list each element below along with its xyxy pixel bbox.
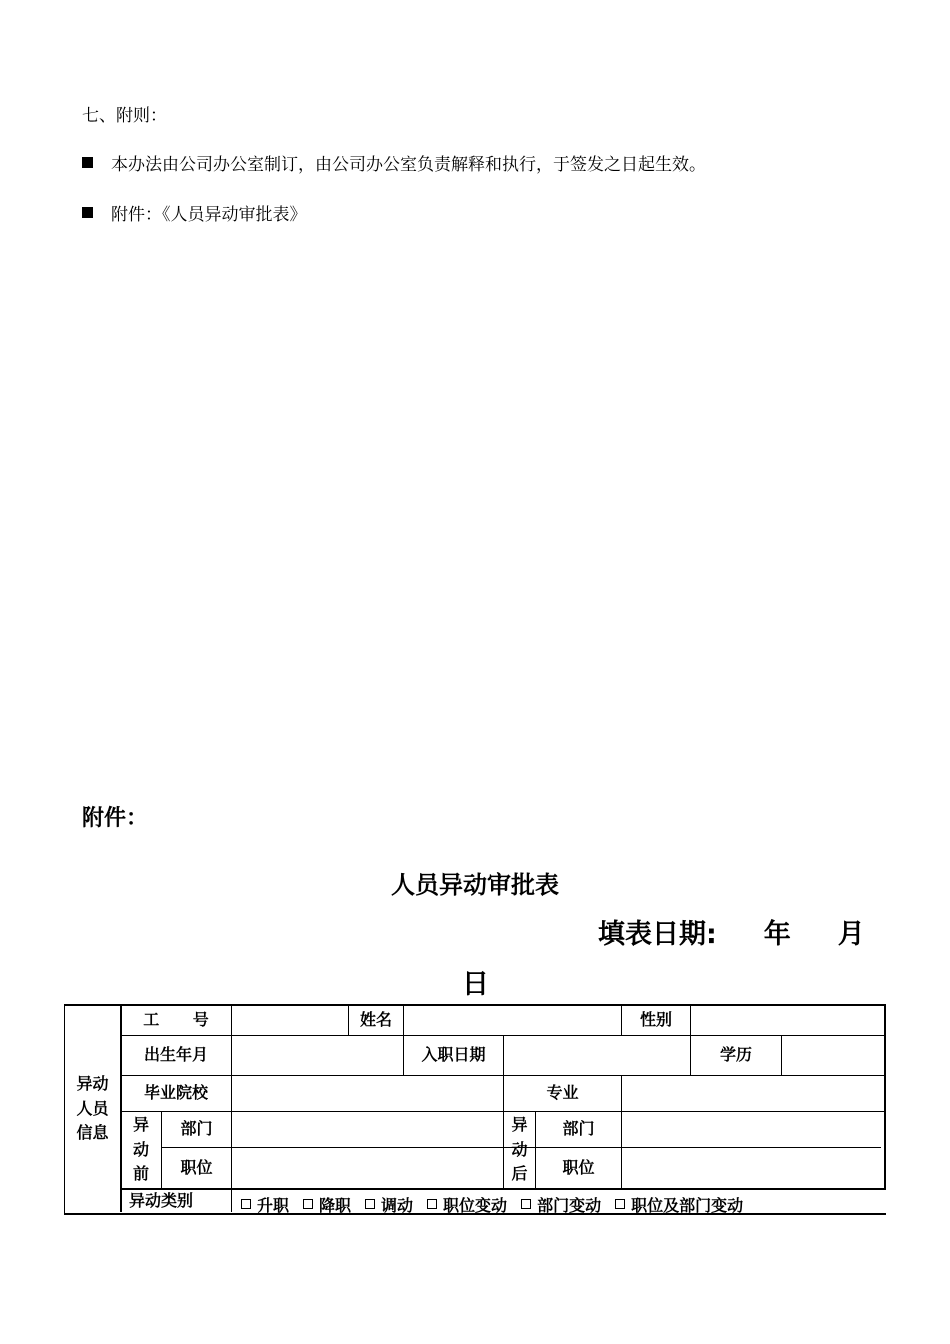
bullet-text: 附件：《人员异动审批表》 — [111, 205, 307, 225]
education-field[interactable] — [782, 1036, 884, 1075]
entry-date-label: 入职日期 — [421, 1045, 486, 1065]
after-label-cell — [504, 1112, 535, 1188]
before-dept-label: 部门 — [180, 1119, 213, 1139]
major-field[interactable] — [622, 1076, 884, 1111]
option-transfer[interactable]: 调动 — [365, 1193, 413, 1216]
birth-field[interactable] — [232, 1036, 403, 1075]
job-number-label: 工 号 — [143, 1010, 209, 1030]
school-label: 毕业院校 — [143, 1083, 208, 1103]
checkbox-icon[interactable] — [427, 1199, 437, 1209]
checkbox-icon[interactable] — [521, 1199, 531, 1209]
name-field[interactable] — [404, 1006, 621, 1035]
checkbox-icon[interactable] — [241, 1199, 251, 1209]
group-label-cell — [65, 1006, 120, 1212]
square-bullet-icon — [82, 207, 93, 218]
before-position-label: 职位 — [180, 1157, 213, 1177]
fill-date-label: 填表日期: 年 月 — [598, 919, 865, 950]
gender-field[interactable] — [691, 1006, 884, 1035]
birth-label: 出生年月 — [143, 1045, 208, 1065]
section-heading: 七、附则： — [82, 106, 167, 126]
change-type-label: 异动类别 — [129, 1190, 194, 1210]
option-position-change[interactable]: 职位变动 — [427, 1193, 507, 1216]
option-demotion[interactable]: 降职 — [303, 1193, 351, 1216]
approval-form-table — [64, 1004, 886, 1215]
after-dept-label: 部门 — [562, 1119, 595, 1139]
bullet-item — [82, 150, 706, 175]
bullet-text: 本办法由公司办公室制订，由公司办公室负责解释和执行，于签发之日起生效。 — [111, 155, 706, 175]
checkbox-icon[interactable] — [303, 1199, 313, 1209]
name-label: 姓名 — [359, 1010, 392, 1030]
checkbox-icon[interactable] — [615, 1199, 625, 1209]
group-label: 异动人员信息 — [76, 1073, 109, 1143]
bullet-item — [82, 200, 307, 225]
after-position-field[interactable] — [622, 1148, 881, 1188]
form-title: 人员异动审批表 — [391, 871, 559, 899]
before-label: 异动前 — [132, 1114, 149, 1184]
after-label: 异动后 — [511, 1114, 528, 1184]
before-dept-field[interactable] — [232, 1112, 503, 1147]
before-label-cell — [121, 1112, 161, 1188]
gender-label: 性别 — [639, 1010, 672, 1030]
before-position-field[interactable] — [232, 1148, 503, 1188]
option-promotion[interactable]: 升职 — [241, 1193, 289, 1216]
after-position-label: 职位 — [562, 1157, 595, 1177]
checkbox-icon[interactable] — [365, 1199, 375, 1209]
entry-date-field[interactable] — [504, 1036, 690, 1075]
square-bullet-icon — [82, 157, 93, 168]
option-department-change[interactable]: 部门变动 — [521, 1193, 601, 1216]
school-field[interactable] — [232, 1076, 503, 1111]
change-type-options — [241, 1192, 757, 1216]
job-number-field[interactable] — [232, 1006, 348, 1035]
annex-label: 附件： — [82, 806, 149, 831]
education-label: 学历 — [719, 1045, 752, 1065]
option-position-and-department-change[interactable]: 职位及部门变动 — [615, 1193, 743, 1216]
fill-date-day: 日 — [462, 969, 489, 1000]
major-label: 专业 — [546, 1083, 579, 1103]
after-dept-field[interactable] — [622, 1112, 881, 1147]
